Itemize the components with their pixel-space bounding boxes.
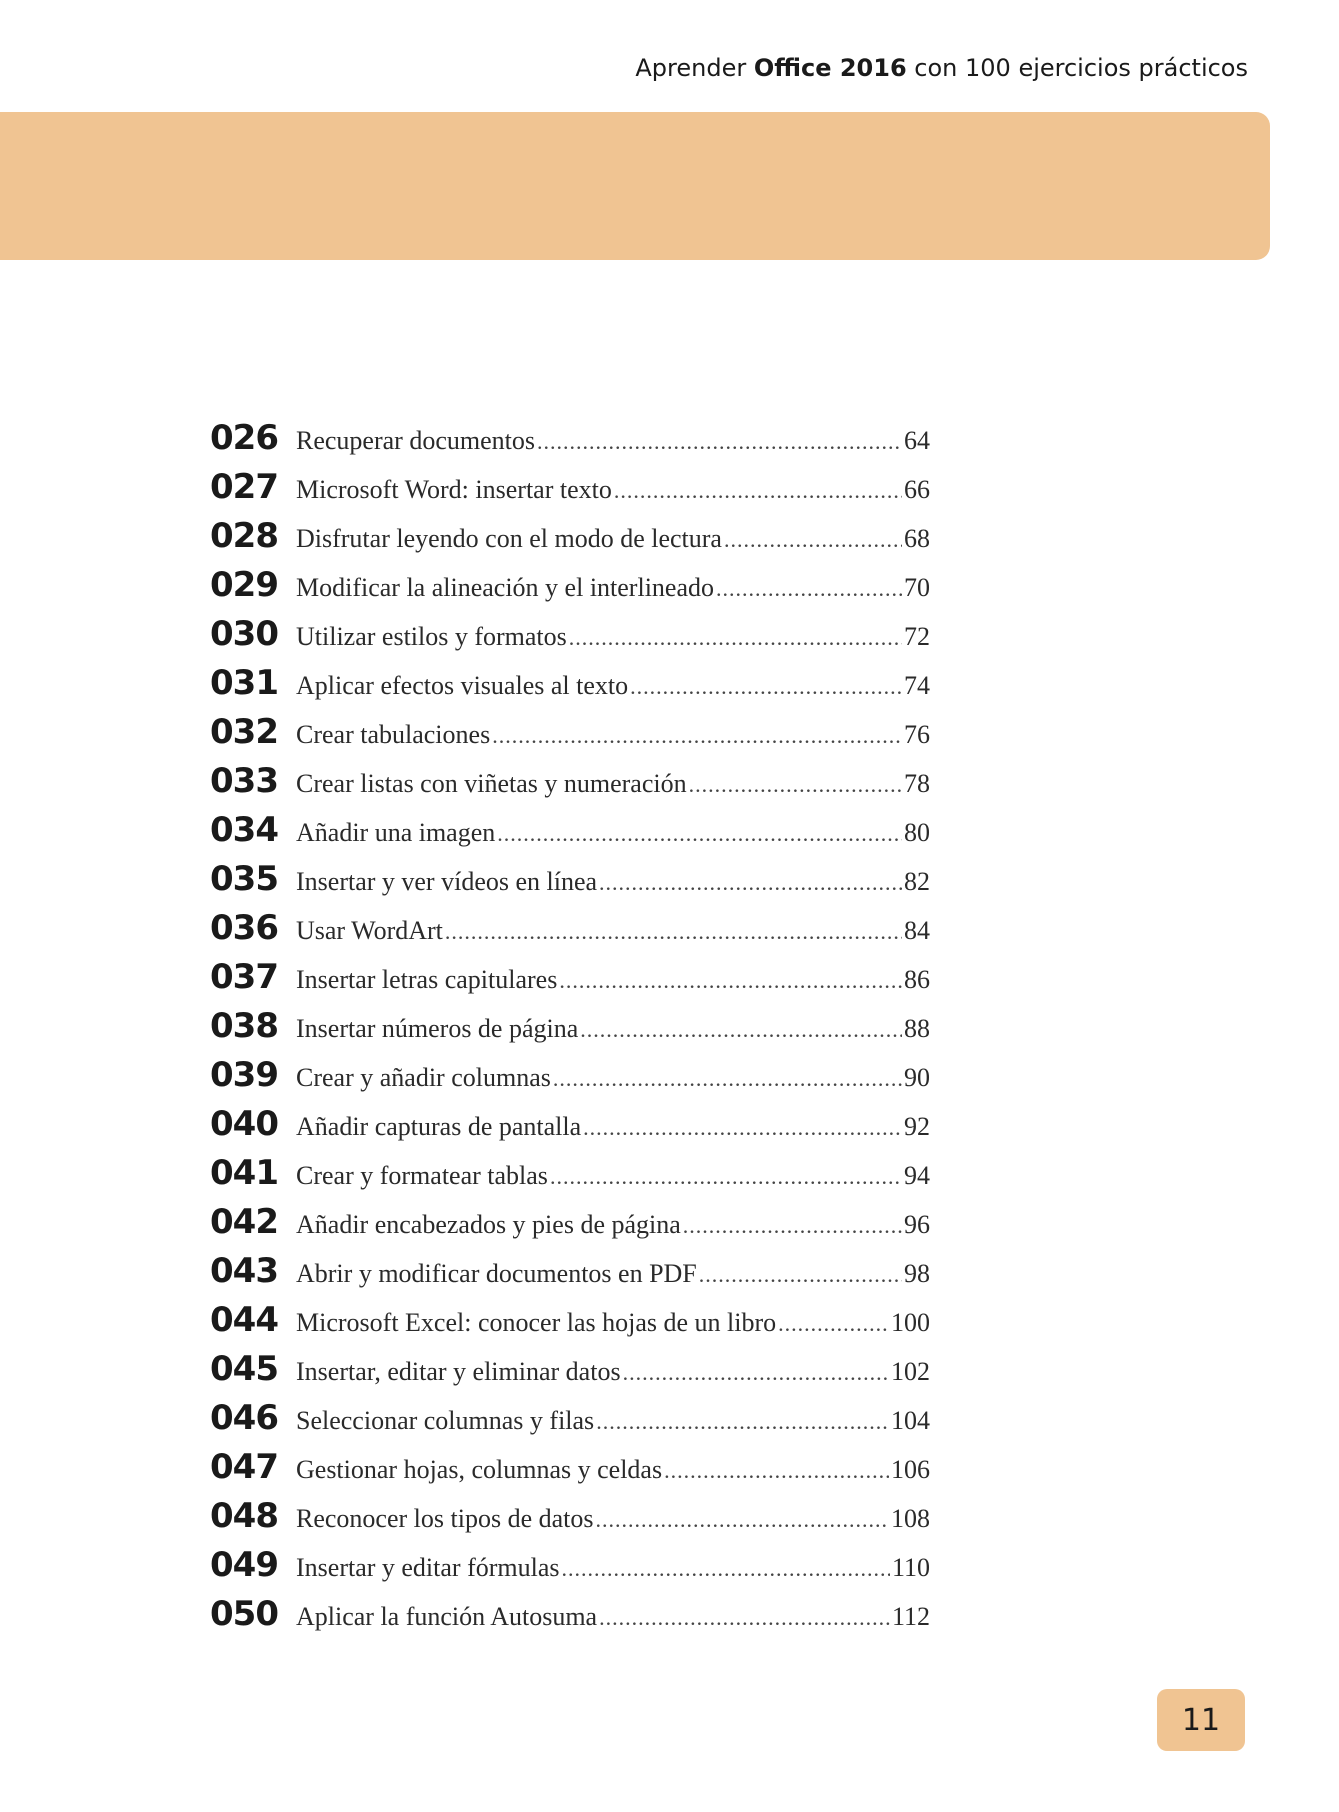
toc-title: Gestionar hojas, columnas y celdas: [296, 1455, 663, 1484]
toc-entry: [210, 1055, 930, 1104]
toc-exercise-number: 040: [210, 1104, 278, 1144]
toc-page-number: 82: [904, 867, 930, 896]
toc-dot-leader: [559, 968, 902, 994]
toc-entry: [210, 1398, 930, 1447]
toc-page-number: 78: [904, 769, 930, 798]
toc-exercise-number: 032: [210, 712, 278, 752]
toc-title: Recuperar documentos: [296, 426, 535, 455]
toc-page-number: 108: [891, 1504, 930, 1533]
toc-title: Añadir una imagen: [296, 818, 496, 847]
toc-exercise-number: 031: [210, 663, 278, 703]
toc-dot-leader: [778, 1311, 889, 1337]
toc-exercise-number: 035: [210, 859, 278, 899]
toc-page-number: 106: [891, 1455, 930, 1484]
toc-page-number: 112: [891, 1602, 930, 1631]
toc-page-number: 86: [904, 965, 930, 994]
toc-dot-leader: [445, 919, 902, 945]
toc-entry: [210, 908, 930, 957]
toc-title: Utilizar estilos y formatos: [296, 622, 567, 651]
toc-entry: [210, 516, 930, 565]
toc-exercise-number: 033: [210, 761, 278, 801]
toc-page-number: 72: [904, 622, 930, 651]
toc-exercise-number: 028: [210, 516, 278, 556]
toc-exercise-number: 036: [210, 908, 278, 948]
toc-entry: [210, 1006, 930, 1055]
toc-page-number: 100: [891, 1308, 930, 1337]
toc-entry: [210, 1202, 930, 1251]
toc-title: Insertar, editar y eliminar datos: [296, 1357, 621, 1386]
toc-entry: [210, 1594, 930, 1643]
toc-title: Insertar y ver vídeos en línea: [296, 867, 598, 896]
toc-dot-leader: [580, 1017, 902, 1043]
toc-title: Crear tabulaciones: [296, 720, 491, 749]
toc-title: Microsoft Excel: conocer las hojas de un libro: [296, 1308, 777, 1337]
toc-entry: [210, 1300, 930, 1349]
toc-dot-leader: [689, 772, 902, 798]
toc-exercise-number: 049: [210, 1545, 278, 1585]
toc-dot-leader: [699, 1262, 902, 1288]
toc-exercise-number: 050: [210, 1594, 278, 1634]
toc-page-number: 68: [904, 524, 930, 553]
toc-title: Disfrutar leyendo con el modo de lectura: [296, 524, 722, 553]
toc-page-number: 110: [891, 1553, 930, 1582]
toc-page-number: 74: [904, 671, 930, 700]
toc-dot-leader: [724, 527, 902, 553]
toc-page-number: 84: [904, 916, 930, 945]
toc-page-number: 66: [904, 475, 930, 504]
toc-exercise-number: 034: [210, 810, 278, 850]
toc-title: Aplicar efectos visuales al texto: [296, 671, 629, 700]
toc-exercise-number: 048: [210, 1496, 278, 1536]
toc-page-number: 80: [904, 818, 930, 847]
toc-dot-leader: [497, 821, 902, 847]
toc-entry: [210, 467, 930, 516]
header-prefix: Aprender: [635, 54, 754, 82]
running-header: [635, 54, 1248, 82]
header-banner: [0, 112, 1270, 260]
toc-dot-leader: [683, 1213, 902, 1239]
toc-entry: [210, 957, 930, 1006]
toc-exercise-number: 046: [210, 1398, 278, 1438]
toc-page-number: 94: [904, 1161, 930, 1190]
toc-entry: [210, 1496, 930, 1545]
toc-exercise-number: 042: [210, 1202, 278, 1242]
toc-page-number: 88: [904, 1014, 930, 1043]
toc-title: Insertar y editar fórmulas: [296, 1553, 560, 1582]
toc-entry: [210, 810, 930, 859]
toc-exercise-number: 043: [210, 1251, 278, 1291]
toc-title: Añadir encabezados y pies de página: [296, 1210, 681, 1239]
toc-title: Aplicar la función Autosuma: [296, 1602, 598, 1631]
toc-dot-leader: [553, 1066, 902, 1092]
toc-entry: [210, 712, 930, 761]
toc-title: Abrir y modificar documentos en PDF: [296, 1259, 697, 1288]
toc-entry: [210, 761, 930, 810]
table-of-contents: [210, 418, 930, 1643]
toc-dot-leader: [614, 478, 902, 504]
toc-entry: [210, 1349, 930, 1398]
toc-exercise-number: 030: [210, 614, 278, 654]
toc-dot-leader: [562, 1556, 890, 1582]
toc-page-number: 104: [891, 1406, 930, 1435]
toc-exercise-number: 045: [210, 1349, 278, 1389]
page-number-badge: [1157, 1689, 1245, 1751]
toc-exercise-number: 039: [210, 1055, 278, 1095]
toc-title: Añadir capturas de pantalla: [296, 1112, 582, 1141]
toc-title: Crear y añadir columnas: [296, 1063, 551, 1092]
toc-dot-leader: [599, 1605, 890, 1631]
toc-entry: [210, 418, 930, 467]
toc-entry: [210, 565, 930, 614]
toc-title: Reconocer los tipos de datos: [296, 1504, 594, 1533]
toc-exercise-number: 029: [210, 565, 278, 605]
toc-entry: [210, 614, 930, 663]
toc-dot-leader: [569, 625, 902, 651]
header-brand: Office 2016: [753, 54, 907, 82]
toc-exercise-number: 027: [210, 467, 278, 507]
toc-entry: [210, 1545, 930, 1594]
toc-title: Insertar números de página: [296, 1014, 579, 1043]
toc-dot-leader: [583, 1115, 902, 1141]
toc-exercise-number: 037: [210, 957, 278, 997]
toc-page-number: 70: [904, 573, 930, 602]
toc-entry: [210, 859, 930, 908]
toc-page-number: 92: [904, 1112, 930, 1141]
toc-dot-leader: [537, 429, 902, 455]
toc-entry: [210, 1104, 930, 1153]
toc-dot-leader: [596, 1409, 889, 1435]
toc-entry: [210, 663, 930, 712]
toc-exercise-number: 044: [210, 1300, 278, 1340]
toc-exercise-number: 041: [210, 1153, 278, 1193]
toc-exercise-number: 038: [210, 1006, 278, 1046]
toc-title: Crear y formatear tablas: [296, 1161, 548, 1190]
toc-dot-leader: [596, 1507, 890, 1533]
toc-dot-leader: [716, 576, 902, 602]
toc-entry: [210, 1251, 930, 1300]
toc-page-number: 102: [891, 1357, 930, 1386]
toc-entry: [210, 1447, 930, 1496]
toc-dot-leader: [599, 870, 902, 896]
toc-dot-leader: [664, 1458, 889, 1484]
toc-dot-leader: [630, 674, 902, 700]
toc-page-number: 96: [904, 1210, 930, 1239]
toc-dot-leader: [550, 1164, 902, 1190]
header-suffix: con 100 ejercicios prácticos: [906, 54, 1248, 82]
toc-exercise-number: 047: [210, 1447, 278, 1487]
toc-page-number: 64: [904, 426, 930, 455]
toc-dot-leader: [492, 723, 902, 749]
toc-page-number: 76: [904, 720, 930, 749]
toc-entry: [210, 1153, 930, 1202]
toc-page-number: 90: [904, 1063, 930, 1092]
toc-title: Modificar la alineación y el interlineado: [296, 573, 714, 602]
toc-title: Seleccionar columnas y filas: [296, 1406, 595, 1435]
toc-dot-leader: [623, 1360, 889, 1386]
page-number: 11: [1181, 1702, 1221, 1738]
toc-title: Microsoft Word: insertar texto: [296, 475, 612, 504]
toc-title: Usar WordArt: [296, 916, 443, 945]
toc-title: Crear listas con viñetas y numeración: [296, 769, 687, 798]
toc-title: Insertar letras capitulares: [296, 965, 558, 994]
toc-exercise-number: 026: [210, 418, 278, 458]
toc-page-number: 98: [904, 1259, 930, 1288]
